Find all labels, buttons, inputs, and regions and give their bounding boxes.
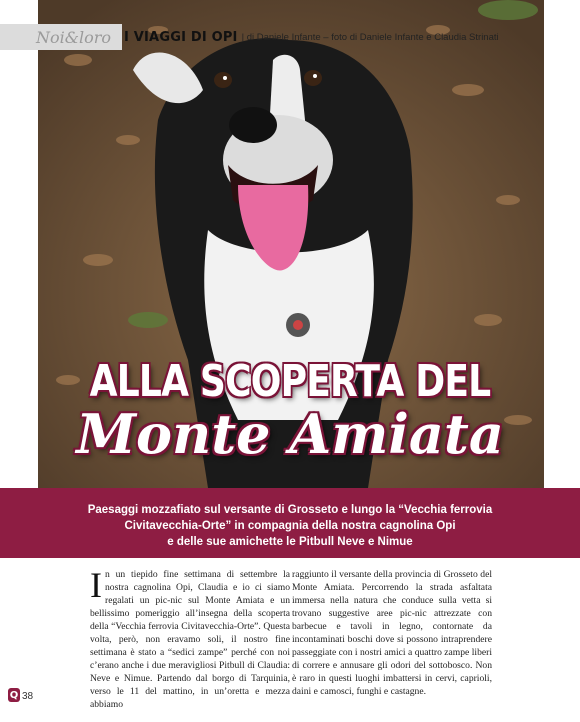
article-title-line2: Monte Amiata: [76, 402, 504, 466]
subtitle-line1: Paesaggi mozzafiato sul versante di Grosseto e lungo la “Vecchia ferrovia: [87, 504, 493, 516]
header-line: [124, 28, 499, 46]
section-label: Noi&loro: [36, 27, 112, 47]
subtitle-line3: e delle sue amichette le Pitbull Neve e Nimue: [167, 536, 413, 548]
page-number: 38: [22, 691, 34, 702]
subtitle: [0, 502, 580, 550]
section-tab: [0, 24, 122, 50]
article-title-line1: ALLA SCOPERTA DEL: [89, 356, 491, 407]
subtitle-line2: Civitavecchia-Orte” in compagnia della nostra cagnolina Opi: [124, 520, 456, 532]
rubric-title: I VIAGGI DI OPI: [124, 29, 238, 45]
body-paragraph-1: n un tiepido fine settimana di settembre la nostra cagnolina Opi, Claudia e io ci siamo regalati un pic-nic sul Monte Amiata e un bellissimo pomeriggio all’insegna della scoperta della “Vecchia ferrovia Civitavecchia-Orte”. Questa volta, però, non eravamo soli, il nostro fine settimana è stato a “sedici zampe” perché con noi c’erano anche i due meravigliosi Pitbull di Claudia: Neve e Nimue. Partendo dal borgo di Tarquinia, verso le 11 del mattino, in un’oretta e mezza abbiamo: [90, 569, 290, 710]
body-column-2: [292, 568, 492, 698]
body-column-1: [90, 565, 290, 711]
page-footer: [8, 688, 33, 702]
magazine-logo-icon: Q: [9, 689, 19, 701]
author-credit: | di Daniele Infante – foto di Daniele Infante e Claudia Strinati: [241, 31, 499, 43]
body-paragraph-2: raggiunto il versante della provincia di Grosseto del Monte Amiata. Percorrendo la strada asfaltata immersa nella natura che conduce sulla vetta si trovano suggestive aree pic-nic attrezzate con barbecue e tavoli in legno, contornate da incontaminati boschi dove si possono intraprendere passeggiate con i nostri amici a quattro zampe liberi di correre e annusare gli odori del sottobosco. Non è raro in questi luoghi imbattersi in cervi, caprioli, daini e camosci, funghi e castagne.: [292, 569, 492, 697]
drop-cap: I: [90, 565, 102, 605]
